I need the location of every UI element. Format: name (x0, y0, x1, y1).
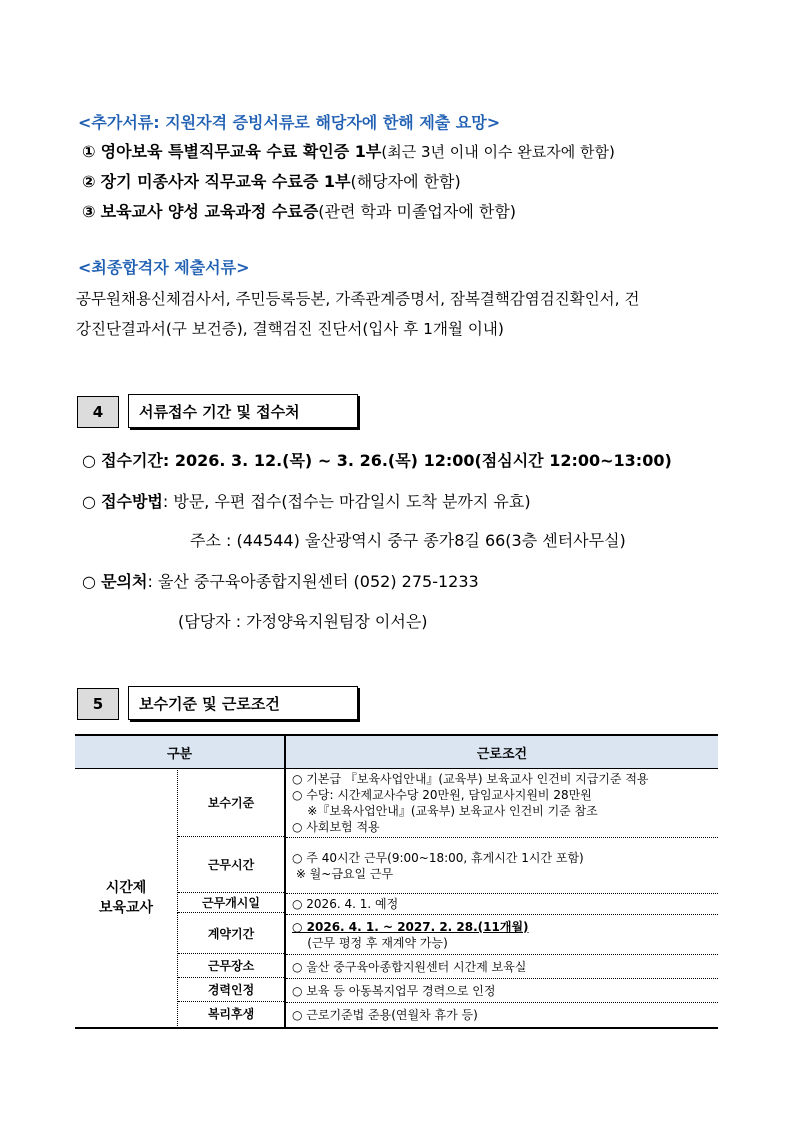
desc-line: (근무 평정 후 재계약 가능) (292, 935, 448, 950)
bullet-icon: ○ (82, 492, 96, 511)
item-title: 영아보육 특별직무교육 수료 확인증 1부 (100, 142, 382, 161)
period-line (82, 448, 672, 471)
row-salary (286, 769, 718, 838)
desc-line: ○ 사회보험 적용 (292, 820, 380, 834)
item-number: ① (82, 142, 96, 161)
section-5-title: 보수기준 및 근로조건 (128, 686, 358, 720)
desc-line: ※ 월~금요일 근무 (292, 866, 394, 881)
item-title: 보육교사 양성 교육과정 수료증 (100, 202, 319, 221)
period-label: 접수기간 (101, 451, 163, 470)
desc-line: ○ 울산 중구육아종합지원센터 시간제 보육실 (292, 959, 527, 974)
row-career (286, 979, 718, 1003)
desc-line: ○ 기본급 『보육사업안내』(교육부) 보육교사 인건비 지급기준 적용 (292, 772, 649, 786)
conditions-subtable (286, 769, 718, 1027)
row-label-hours: 근무시간 (178, 836, 284, 892)
row-contract (286, 915, 718, 955)
section-5-number: 5 (77, 688, 119, 720)
row-label-location: 근무장소 (178, 953, 284, 977)
section-4-number: 4 (77, 396, 119, 428)
row-label-start-date: 근무개시일 (178, 893, 284, 913)
item-number: ② (82, 172, 96, 191)
item-title: 장기 미종사자 직무교육 수료증 1부 (100, 172, 351, 191)
desc-line: ○ 보육 등 아동복지업무 경력으로 인정 (292, 983, 496, 998)
bullet-icon: ○ (82, 451, 96, 470)
desc-line: ○ 주 40시간 근무(9:00~18:00, 휴게시간 1시간 포함) (292, 850, 584, 865)
manager-line: (담당자 : 가정양육지원팀장 이서은) (178, 612, 428, 631)
final-docs-heading: <최종합격자 제출서류> (78, 258, 250, 277)
desc-line: ○ 2026. 4. 1. ~ 2027. 2. 28.(11개월) (292, 919, 529, 934)
row-label-welfare: 복리후생 (207, 1007, 255, 1022)
item-note: (최근 3년 이내 이수 완료자에 한함) (381, 143, 615, 161)
category-label (75, 770, 178, 1026)
final-docs-line-2: 강진단결과서(구 보건증), 결핵검진 진단서(입사 후 1개월 이내) (76, 320, 504, 338)
row-start-date (286, 894, 718, 915)
row-label-salary: 보수기준 (178, 770, 284, 837)
method-label: 접수방법 (101, 492, 163, 511)
extra-doc-item-3 (82, 199, 516, 222)
desc-line: ○ 근로기준법 준용(연월차 휴가 등) (292, 1007, 478, 1022)
method-line (82, 489, 531, 512)
working-conditions-table (75, 734, 718, 1029)
table-header-row (75, 735, 718, 769)
row-label-contract: 계약기간 (178, 913, 284, 953)
period-value: : 2026. 3. 12.(목) ~ 3. 26.(목) 12:00(점심시간 12:00~13:00) (162, 451, 672, 470)
contact-line (82, 569, 479, 592)
category-text: 시간제 보육교사 (98, 879, 154, 916)
desc-line: ○ 수당: 시간제교사수당 20만원, 담임교사지원비 28만원 (292, 788, 592, 802)
contact-value: : 울산 중구육아종합지원센터 (052) 275-1233 (147, 572, 479, 591)
extra-doc-item-1 (82, 139, 615, 162)
bullet-icon: ○ (82, 572, 96, 591)
row-location (286, 955, 718, 979)
desc-line: ※『보육사업안내』(교육부) 보육교사 인건비 기준 참조 (292, 804, 598, 818)
row-hours (286, 838, 718, 894)
method-value: : 방문, 우편 접수(접수는 마감일시 도착 분까지 유효) (162, 492, 531, 511)
item-note: (해당자에 한함) (350, 172, 461, 191)
category-subtable (75, 770, 284, 1026)
contact-label: 문의처 (101, 572, 148, 591)
address-line: 주소 : (44544) 울산광역시 중구 종가8길 66(3층 센터사무실) (190, 531, 626, 550)
section-4-title: 서류접수 기간 및 접수처 (128, 394, 358, 428)
row-label-career: 경력인정 (178, 977, 284, 1001)
row-welfare (286, 1003, 718, 1027)
final-docs-line-1: 공무원채용신체검사서, 주민등록등본, 가족관계증명서, 잠복결핵감염검진확인서, 건 (76, 290, 640, 308)
extra-doc-item-2 (82, 169, 461, 192)
header-category: 구분 (75, 735, 285, 769)
desc-line: ○ 2026. 4. 1. 예정 (292, 897, 399, 911)
extra-docs-heading: <추가서류: 지원자격 증빙서류로 해당자에 한해 제출 요망> (78, 113, 501, 132)
header-conditions: 근로조건 (285, 735, 718, 769)
item-note: (관련 학과 미졸업자에 한함) (318, 202, 517, 221)
item-number: ③ (82, 202, 96, 221)
